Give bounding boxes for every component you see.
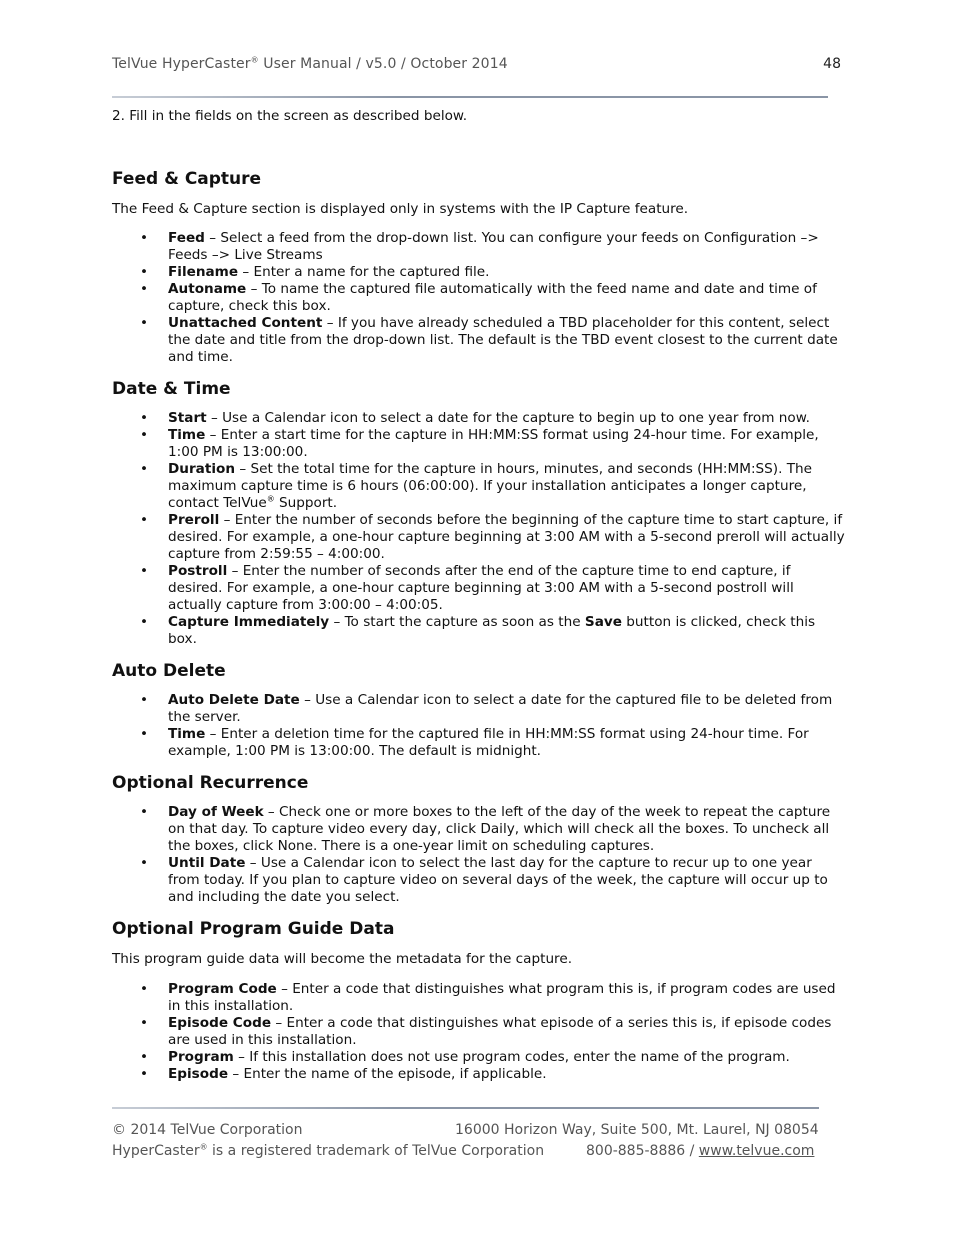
- list-item-text: – Enter the number of seconds after the end of the capture time to end capture, if desired. For example, a one-hour capture beginning at 3:00 AM with a 5-second postroll will actually capture from 3:00:00 – 4:00:05.: [168, 563, 794, 613]
- list-item-term: Episode Code: [168, 1015, 272, 1031]
- program-guide-list: [112, 981, 847, 1083]
- program-guide-description: This program guide data will become the metadata for the capture.: [112, 951, 573, 967]
- bullet-marker: •: [140, 461, 149, 477]
- bullet-marker: •: [140, 1049, 149, 1065]
- list-item: [112, 281, 847, 315]
- list-item: [112, 614, 847, 648]
- list-item: [112, 726, 847, 760]
- list-item-text: – If this installation does not use program codes, enter the name of the program.: [233, 1049, 790, 1065]
- section-heading-date-time: Date & Time: [112, 379, 231, 399]
- registered-mark: ®: [266, 494, 275, 504]
- list-item: [112, 692, 847, 726]
- list-item-text: – Enter the name of the episode, if applicable.: [228, 1066, 547, 1082]
- website-link[interactable]: www.telvue.com: [698, 1143, 815, 1159]
- list-item-term: Duration: [168, 461, 236, 477]
- list-item-text: – To name the captured file automatically with the feed name and date and time of capture, check this box.: [168, 281, 817, 314]
- feed-capture-list: [112, 230, 847, 366]
- list-item-text: – Enter the number of seconds before the beginning of the capture time to start capture, if desired. For example, a one-hour capture beginning at 3:00 AM with a 5-second preroll will actually capture from 2:59:55 – 4:00:00.: [168, 512, 845, 562]
- list-item-term: Time: [168, 726, 206, 742]
- list-item-text: – If you have already scheduled a TBD placeholder for this content, select the date and title from the drop-down list. The default is the TBD event closest to the current date and time.: [168, 315, 838, 365]
- feed-capture-description: The Feed & Capture section is displayed only in systems with the IP Capture feature.: [112, 201, 689, 217]
- list-item-term: Program: [168, 1049, 234, 1065]
- list-item-term: Auto Delete Date: [168, 692, 300, 708]
- bullet-marker: •: [140, 855, 149, 871]
- list-item: [112, 512, 847, 563]
- list-item: [112, 1015, 847, 1049]
- list-item-term: Unattached Content: [168, 315, 323, 331]
- footer-copyright: © 2014 TelVue Corporation: [112, 1122, 303, 1138]
- list-item-term: Preroll: [168, 512, 220, 528]
- list-item-term: Time: [168, 427, 206, 443]
- list-item-term: Program Code: [168, 981, 277, 997]
- bullet-marker: •: [140, 563, 149, 579]
- footer-trademark: HyperCaster® is a registered trademark of TelVue Corporation: [112, 1142, 545, 1159]
- list-item-text: – Select a feed from the drop-down list. You can configure your feeds on Configuration –> Feeds –> Live Streams: [168, 230, 819, 263]
- list-item: [112, 855, 847, 906]
- list-item: [112, 1049, 847, 1066]
- list-item: [112, 427, 847, 461]
- list-item-term: Postroll: [168, 563, 228, 579]
- bullet-marker: •: [140, 410, 149, 426]
- list-item-text: – Enter a code that distinguishes what episode of a series this is, if episode codes are used in this installation.: [168, 1015, 832, 1048]
- bullet-marker: •: [140, 230, 149, 246]
- list-item: [112, 461, 847, 512]
- bullet-marker: •: [140, 1015, 149, 1031]
- list-item: [112, 563, 847, 614]
- list-item-term: Autoname: [168, 281, 247, 297]
- list-item-text: – Use a Calendar icon to select the last day for the capture to recur up to one year from today. If you plan to capture video on several days of the week, the capture will occur up to and including the date you select.: [168, 855, 828, 905]
- bullet-marker: •: [140, 264, 149, 280]
- recurrence-list: [112, 804, 847, 906]
- list-item-text: – Check one or more boxes to the left of the day of the week to repeat the capture on that day. To capture video every day, click Daily, which will check all the boxes. To uncheck all the boxes, click None. There is a one-year limit on scheduling captures.: [168, 804, 831, 854]
- list-item-term: Day of Week: [168, 804, 264, 820]
- section-heading-optional-recurrence: Optional Recurrence: [112, 773, 309, 793]
- list-item-text-end: button is clicked, check this box.: [168, 614, 816, 647]
- footer-divider: [112, 1107, 819, 1109]
- auto-delete-list: [112, 692, 847, 760]
- section-heading-feed-capture: Feed & Capture: [112, 169, 262, 189]
- list-item: [112, 1066, 847, 1083]
- list-item-term: Episode: [168, 1066, 229, 1082]
- page-number: 48: [823, 56, 841, 72]
- list-item-text: – Enter a deletion time for the captured file in HH:MM:SS format using 24-hour time. For example, 1:00 PM is 13:00:00. The default is midnight.: [168, 726, 809, 759]
- bullet-marker: •: [140, 692, 149, 708]
- list-item-text: – Use a Calendar icon to select a date for the capture to begin up to one year from now.: [206, 410, 810, 426]
- bullet-marker: •: [140, 614, 149, 630]
- date-time-list: [112, 410, 847, 648]
- list-item-term: Capture Immediately: [168, 614, 330, 630]
- list-item-text: – To start the capture as soon as the: [329, 614, 585, 630]
- bullet-marker: •: [140, 1066, 149, 1082]
- header-title: TelVue HyperCaster® User Manual / v5.0 / October 2014: [112, 55, 508, 72]
- bullet-marker: •: [140, 804, 149, 820]
- footer-phone: 800-885-8886 /: [586, 1143, 699, 1159]
- bullet-marker: •: [140, 315, 149, 331]
- list-item-text: – Use a Calendar icon to select a date for the captured file to be deleted from the server.: [168, 692, 833, 725]
- section-heading-auto-delete: Auto Delete: [112, 661, 226, 681]
- list-item-text-end: Support.: [274, 495, 338, 511]
- bullet-marker: •: [140, 281, 149, 297]
- header-divider: [112, 96, 828, 98]
- list-item: [112, 804, 847, 855]
- list-item-text: – Enter a name for the captured file.: [238, 264, 490, 280]
- list-item-text: – Enter a start time for the capture in HH:MM:SS format using 24-hour time. For example, 1:00 PM is 13:00:00.: [168, 427, 819, 460]
- list-item: [112, 264, 847, 281]
- list-item-text: – Enter a code that distinguishes what program this is, if program codes are used in this installation.: [168, 981, 836, 1014]
- list-item-term: Start: [168, 410, 207, 426]
- list-item-text: – Set the total time for the capture in hours, minutes, and seconds (HH:MM:SS). The maximum capture time is 6 hours (06:00:00). If your installation anticipates a longer capture, contact TelVue: [168, 461, 813, 511]
- list-item-term: Until Date: [168, 855, 246, 871]
- footer-contact: [586, 1143, 814, 1159]
- bullet-marker: •: [140, 726, 149, 742]
- section-heading-program-guide: Optional Program Guide Data: [112, 919, 395, 939]
- list-item-term: Filename: [168, 264, 239, 280]
- list-item: [112, 410, 847, 427]
- list-item-term: Feed: [168, 230, 205, 246]
- list-item: [112, 230, 847, 264]
- bullet-marker: •: [140, 427, 149, 443]
- bullet-marker: •: [140, 512, 149, 528]
- list-item: [112, 315, 847, 366]
- bullet-marker: •: [140, 981, 149, 997]
- inline-bold: Save: [584, 614, 622, 630]
- footer-address: 16000 Horizon Way, Suite 500, Mt. Laurel, NJ 08054: [455, 1122, 819, 1138]
- page-content: [112, 108, 847, 1083]
- list-item: [112, 981, 847, 1015]
- intro-step: 2. Fill in the fields on the screen as described below.: [112, 108, 468, 124]
